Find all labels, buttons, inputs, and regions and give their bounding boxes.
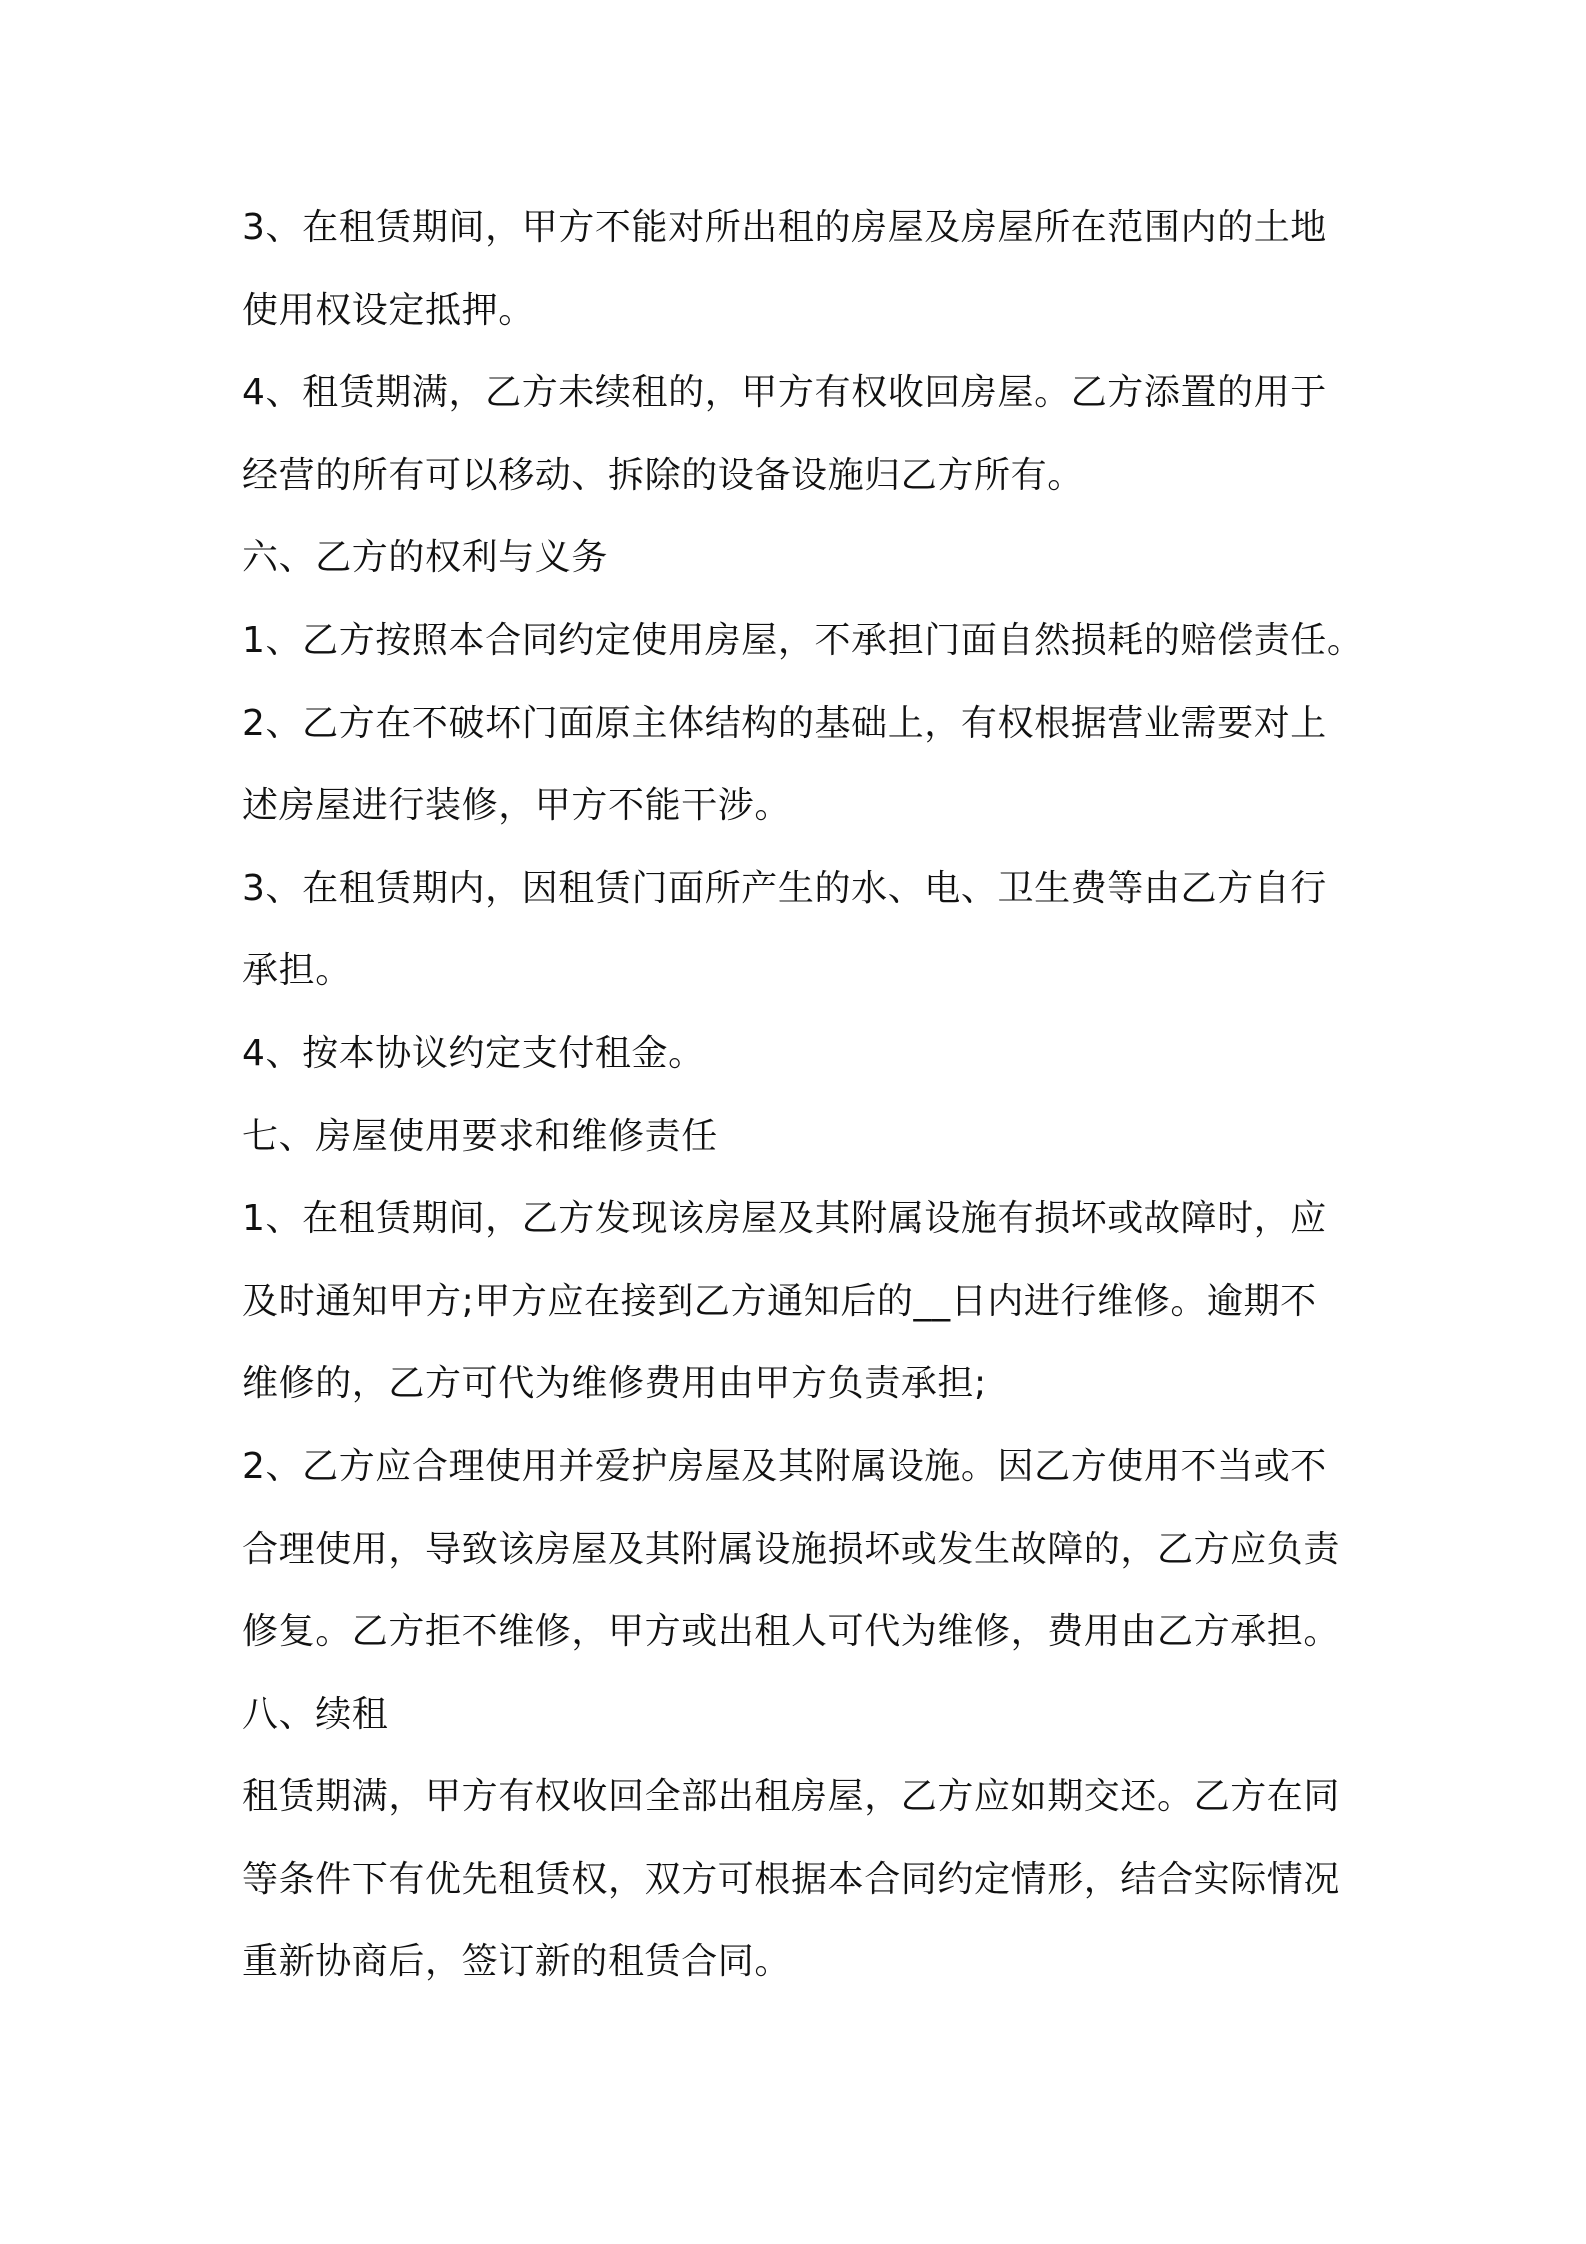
- text-line: 重新协商后，签订新的租赁合同。: [242, 1941, 792, 1983]
- text-line: 2、乙方在不破坏门面原主体结构的基础上，有权根据营业需要对上: [242, 702, 1327, 744]
- text-line: 承担。: [242, 950, 352, 992]
- text-line: 维修的，乙方可代为维修费用由甲方负责承担;: [242, 1363, 987, 1405]
- text-line: 4、租赁期满，乙方未续租的，甲方有权收回房屋。乙方添置的用于: [242, 372, 1327, 414]
- text-line: 4、按本协议约定支付租金。: [242, 1032, 705, 1074]
- section-heading: 六、乙方的权利与义务: [242, 537, 609, 579]
- text-line: 3、在租赁期间，甲方不能对所出租的房屋及房屋所在范围内的土地: [242, 207, 1327, 248]
- text-line: 2、乙方应合理使用并爱护房屋及其附属设施。因乙方使用不当或不: [242, 1445, 1327, 1487]
- text-line: 等条件下有优先租赁权，双方可根据本合同约定情形，结合实际情况: [242, 1858, 1341, 1900]
- section-heading: 八、续租: [242, 1693, 389, 1735]
- text-line: 经营的所有可以移动、拆除的设备设施归乙方所有。: [242, 454, 1084, 496]
- text-line: 修复。乙方拒不维修，甲方或出租人可代为维修，费用由乙方承担。: [242, 1611, 1341, 1653]
- text-line: 使用权设定抵押。: [242, 289, 535, 331]
- text-line: 1、在租赁期间，乙方发现该房屋及其附属设施有损坏或故障时，应: [242, 1198, 1327, 1240]
- text-line: 3、在租赁期内，因租赁门面所产生的水、电、卫生费等由乙方自行: [242, 867, 1327, 909]
- text-line: 述房屋进行装修，甲方不能干涉。: [242, 785, 792, 827]
- section-heading: 七、房屋使用要求和维修责任: [242, 1115, 718, 1157]
- text-line: 及时通知甲方;甲方应在接到乙方通知后的__日内进行维修。逾期不: [242, 1280, 1317, 1322]
- document-body: [242, 198, 1382, 2015]
- text-line: 合理使用，导致该房屋及其附属设施损坏或发生故障的，乙方应负责: [242, 1528, 1341, 1570]
- text-line: 1、乙方按照本合同约定使用房屋，不承担门面自然损耗的赔偿责任。: [242, 619, 1364, 661]
- text-line: 租赁期满，甲方有权收回全部出租房屋，乙方应如期交还。乙方在同: [242, 1776, 1341, 1818]
